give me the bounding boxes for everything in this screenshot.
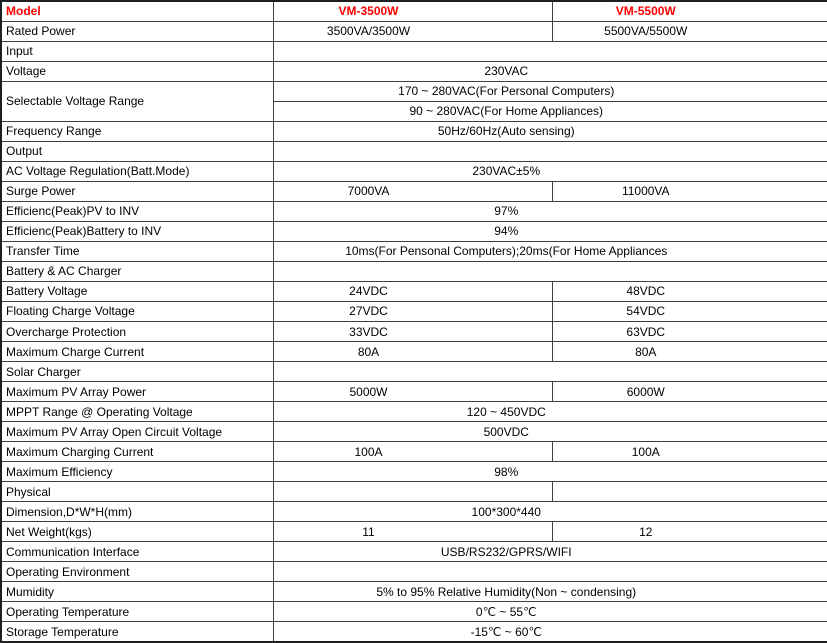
row-maximum-charge-current (1, 342, 827, 362)
section-label: Operating Environment (1, 562, 273, 582)
spec-label: Selectable Voltage Range (1, 81, 273, 121)
row-battery-voltage (1, 281, 827, 301)
row-max-pv-open-circuit-voltage (1, 422, 827, 442)
spec-value-vm3500w: 3500VA/3500W (273, 21, 552, 41)
spec-label: Rated Power (1, 21, 273, 41)
header-model-vm5500w: VM-5500W (552, 1, 827, 21)
row-maximum-charging-current (1, 442, 827, 462)
header-row (1, 1, 827, 21)
empty-cell (552, 482, 827, 502)
row-selectable-voltage-range (1, 81, 827, 101)
spec-label: MPPT Range @ Operating Voltage (1, 402, 273, 422)
row-ac-voltage-regulation (1, 161, 827, 181)
spec-label: Surge Power (1, 181, 273, 201)
spec-value-merged: 120 ~ 450VDC (273, 402, 827, 422)
spec-value-merged: 94% (273, 221, 827, 241)
empty-cell (273, 261, 827, 281)
spec-label: Efficienc(Peak)PV to INV (1, 201, 273, 221)
header-model-label: Model (1, 1, 273, 21)
spec-value-merged: 90 ~ 280VAC(For Home Appliances) (273, 101, 827, 121)
spec-value-merged: 0℃ ~ 55℃ (273, 602, 827, 622)
spec-label: Maximum PV Array Power (1, 382, 273, 402)
empty-cell (273, 41, 827, 61)
section-row-operating-environment (1, 562, 827, 582)
section-row-input (1, 41, 827, 61)
row-rated-power (1, 21, 827, 41)
spec-label: Dimension,D*W*H(mm) (1, 502, 273, 522)
row-frequency-range (1, 121, 827, 141)
spec-label: Maximum Charge Current (1, 342, 273, 362)
section-row-physical (1, 482, 827, 502)
spec-label: Mumidity (1, 582, 273, 602)
spec-value-vm3500w: 7000VA (273, 181, 552, 201)
row-overcharge-protection (1, 322, 827, 342)
empty-cell (273, 562, 827, 582)
spec-value-merged: USB/RS232/GPRS/WIFI (273, 542, 827, 562)
row-floating-charge-voltage (1, 301, 827, 321)
spec-label: Maximum Efficiency (1, 462, 273, 482)
spec-label: Efficienc(Peak)Battery to INV (1, 221, 273, 241)
spec-value-vm3500w: 5000W (273, 382, 552, 402)
spec-label: Storage Temperature (1, 622, 273, 642)
section-label: Battery & AC Charger (1, 261, 273, 281)
empty-cell (273, 482, 552, 502)
spec-label: Net Weight(kgs) (1, 522, 273, 542)
spec-value-vm5500w: 48VDC (552, 281, 827, 301)
spec-label: Battery Voltage (1, 281, 273, 301)
section-row-output (1, 141, 827, 161)
spec-label: Voltage (1, 61, 273, 81)
spec-label: Overcharge Protection (1, 322, 273, 342)
spec-value-vm5500w: 54VDC (552, 301, 827, 321)
row-voltage (1, 61, 827, 81)
spec-value-vm5500w: 6000W (552, 382, 827, 402)
section-label: Input (1, 41, 273, 61)
spec-label: Frequency Range (1, 121, 273, 141)
spec-value-vm3500w: 100A (273, 442, 552, 462)
section-label: Solar Charger (1, 362, 273, 382)
row-storage-temperature (1, 622, 827, 642)
spec-value-merged: 230VAC (273, 61, 827, 81)
spec-value-merged: 10ms(For Pensonal Computers);20ms(For Home Appliances (273, 241, 827, 261)
spec-value-vm5500w: 63VDC (552, 322, 827, 342)
spec-label: AC Voltage Regulation(Batt.Mode) (1, 161, 273, 181)
spec-value-vm5500w: 11000VA (552, 181, 827, 201)
section-label: Output (1, 141, 273, 161)
spec-value-merged: 100*300*440 (273, 502, 827, 522)
empty-cell (273, 362, 827, 382)
header-model-vm3500w: VM-3500W (273, 1, 552, 21)
spec-value-vm3500w: 33VDC (273, 322, 552, 342)
spec-value-merged: 230VAC±5% (273, 161, 827, 181)
spec-value-merged: 170 ~ 280VAC(For Personal Computers) (273, 81, 827, 101)
spec-label: Floating Charge Voltage (1, 301, 273, 321)
section-row-battery-ac-charger (1, 261, 827, 281)
spec-label: Operating Temperature (1, 602, 273, 622)
spec-label: Maximum PV Array Open Circuit Voltage (1, 422, 273, 442)
spec-value-vm5500w: 80A (552, 342, 827, 362)
empty-cell (273, 141, 827, 161)
row-net-weight (1, 522, 827, 542)
spec-value-vm3500w: 11 (273, 522, 552, 542)
spec-value-vm3500w: 27VDC (273, 301, 552, 321)
section-label: Physical (1, 482, 273, 502)
section-row-solar-charger (1, 362, 827, 382)
spec-value-merged: 97% (273, 201, 827, 221)
row-humidity (1, 582, 827, 602)
spec-label: Communication Interface (1, 542, 273, 562)
row-efficiency-pv-to-inv (1, 201, 827, 221)
spec-value-vm5500w: 100A (552, 442, 827, 462)
spec-value-merged: -15℃ ~ 60℃ (273, 622, 827, 642)
row-maximum-efficiency (1, 462, 827, 482)
spec-value-vm3500w: 24VDC (273, 281, 552, 301)
row-communication-interface (1, 542, 827, 562)
row-operating-temperature (1, 602, 827, 622)
spec-label: Transfer Time (1, 241, 273, 261)
spec-value-merged: 50Hz/60Hz(Auto sensing) (273, 121, 827, 141)
row-mppt-range (1, 402, 827, 422)
row-maximum-pv-array-power (1, 382, 827, 402)
row-dimension (1, 502, 827, 522)
row-efficiency-battery-to-inv (1, 221, 827, 241)
spec-label: Maximum Charging Current (1, 442, 273, 462)
spec-value-merged: 98% (273, 462, 827, 482)
spec-value-merged: 500VDC (273, 422, 827, 442)
spec-value-vm5500w: 5500VA/5500W (552, 21, 827, 41)
spec-value-vm5500w: 12 (552, 522, 827, 542)
row-transfer-time (1, 241, 827, 261)
spec-value-merged: 5% to 95% Relative Humidity(Non ~ condensing) (273, 582, 827, 602)
spec-value-vm3500w: 80A (273, 342, 552, 362)
row-surge-power (1, 181, 827, 201)
